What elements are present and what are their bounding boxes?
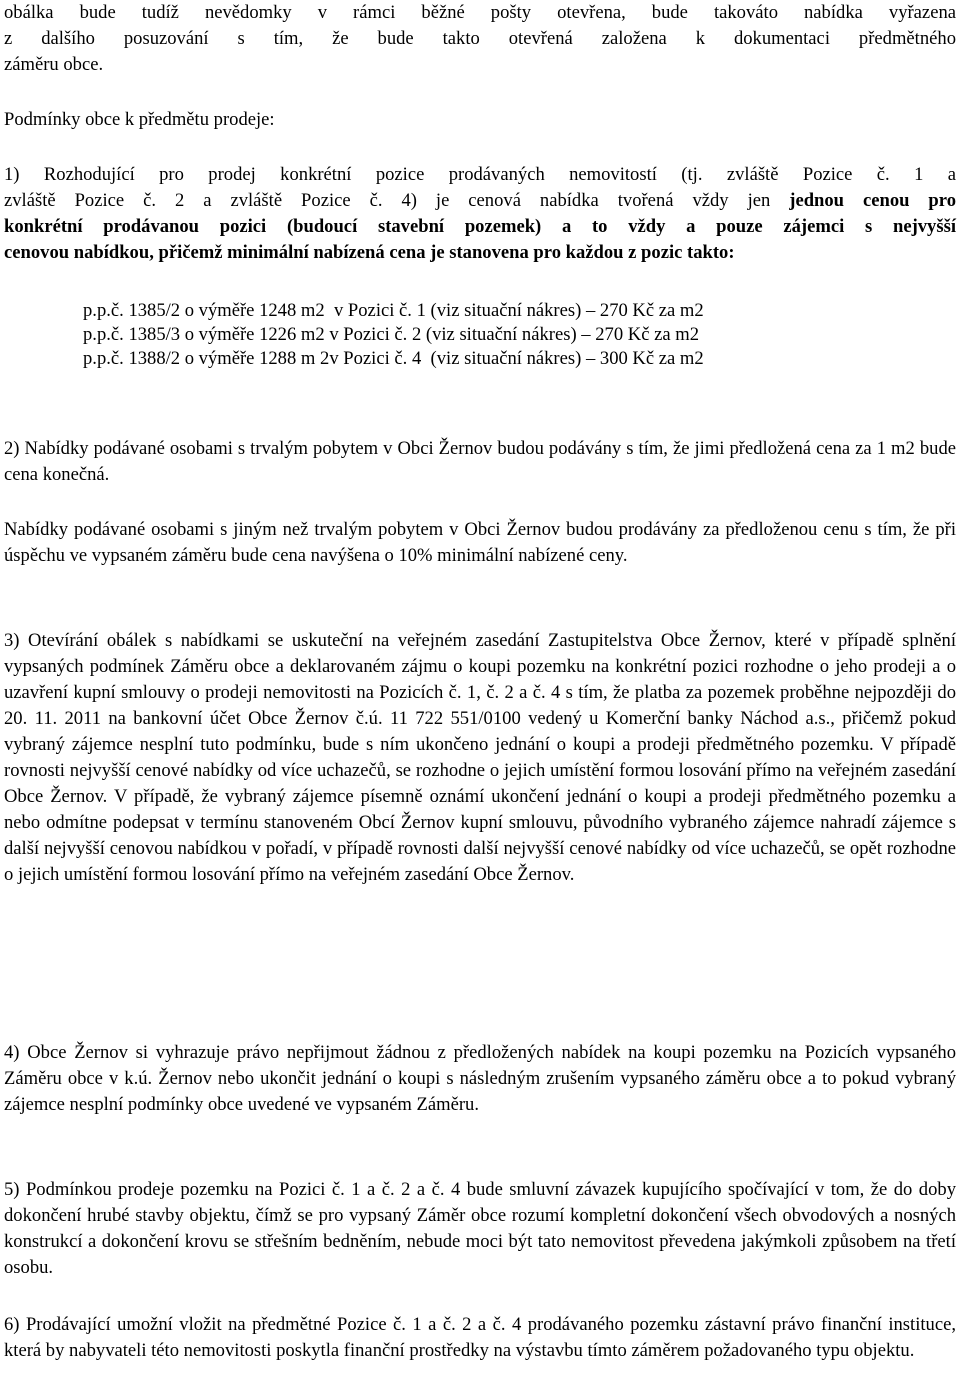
price-list — [83, 299, 704, 371]
intro-line-1: obálka bude tudíž nevědomky v rámci běžné pošty otevřena, bude takováto nabídka vyřazena — [4, 2, 956, 23]
section-1-line-1: 1) Rozhodující pro prodej konkrétní pozice prodávaných nemovitostí (tj. zvláště Pozice č. 1 a — [4, 164, 956, 185]
section-5: 5) Podmínkou prodeje pozemku na Pozici č. 1 a č. 2 a č. 4 bude smluvní závazek kupujícího spočívající v tom, že do doby dokončení hrubé stavby objektu, čímž se pro vypsaný Záměr obce rozumí kompletní dokončení všech obvodových a nosných konstrukcí a dokončení krovu se střešním bedněním, nebude moci být tato nemovitost převedena jakýmkoli způsobem na třetí osobu. — [4, 1179, 956, 1278]
section-6: 6) Prodávající umožní vložit na předmětné Pozice č. 1 a č. 2 a č. 4 prodávaného pozemku zástavní právo finanční instituce, která by nabyvateli této nemovitosti poskytla finanční prostředky na výstavbu tímto záměrem požadovaného typu objektu. — [4, 1314, 956, 1361]
section-1 — [4, 162, 956, 266]
section-2b: Nabídky podávané osobami s jiným než trvalým pobytem v Obci Žernov budou prodávány za předloženou cenu s tím, že při úspěchu ve vypsaném záměru bude cena navýšena o 10% minimální nabízené ceny. — [4, 519, 956, 566]
price-item: p.p.č. 1385/2 o výměře 1248 m2 v Pozici č. 1 (viz situační nákres) – 270 Kč za m2 — [83, 300, 704, 321]
section-1-line-2-normal: zvláště Pozice č. 2 a zvláště Pozice č. 4) je cenová nabídka tvořená vždy jen — [4, 190, 790, 211]
section-2: 2) Nabídky podávané osobami s trvalým pobytem v Obci Žernov budou podávány s tím, že jimi předložená cena za 1 m2 bude cena konečná. — [4, 438, 956, 485]
intro-paragraph — [4, 0, 956, 78]
section-4: 4) Obce Žernov si vyhrazuje právo nepřijmout žádnou z předložených nabídek na koupi pozemku na Pozicích vypsaného Záměru obce v k.ú. Žernov nebo ukončit jednání o koupi s následným zrušením vypsaného záměru obce a to pokud vybraný zájemce nesplní podmínky obce uvedené ve vypsaném Záměru. — [4, 1042, 956, 1115]
conditions-title: Podmínky obce k předmětu prodeje: — [4, 109, 275, 130]
price-item: p.p.č. 1388/2 o výměře 1288 m 2v Pozici č. 4 (viz situační nákres) – 300 Kč za m2 — [83, 348, 704, 369]
section-1-line-4-bold: cenovou nabídkou, přičemž minimální nabízená cena je stanovena pro každou z pozic takto: — [4, 242, 735, 263]
section-1-line-2 — [4, 188, 956, 214]
section-1-line-2-bold: jednou cenou pro — [789, 190, 956, 211]
intro-line-2: z dalšího posuzování s tím, že bude takto otevřená založena k dokumentaci předmětného — [4, 28, 956, 49]
intro-line-3: záměru obce. — [4, 54, 104, 75]
section-1-line-3-bold: konkrétní prodávanou pozici (budoucí stavební pozemek) a to vždy a pouze zájemci s nejvyšší — [4, 216, 956, 237]
section-3: 3) Otevírání obálek s nabídkami se uskuteční na veřejném zasedání Zastupitelstva Obce Žernov, které v případě splnění vypsaných podmínek Záměru obce a deklarovaném zájmu o koupi pozemku na konkrétní pozici rozhodne o jeho prodeji a o uzavření kupní smlouvy o prodeji nemovitosti na Pozicích č. 1, č. 2 a č. 4 s tím, že platba za pozemek proběhne nejpozději do 20. 11. 2011 na bankovní účet Obce Žernov č.ú. 11 722 551/0100 vedený u Komerční banky Náchod a.s., přičemž pokud vybraný zájemce nesplní tuto podmínku, bude s ním ukončeno jednání o koupi a prodeji předmětného pozemku. V případě rovnosti nejvyšší cenové nabídky od více uchazečů, se rozhodne o jejich umístění formou losování přímo na veřejném zasedání Obce Žernov. V případě, že vybraný zájemce písemně oznámí ukončení jednání o koupi a prodeji předmětného pozemku a nebo odmítne podepsat v termínu stanoveném Obcí Žernov kupní smlouvu, původního vybraného zájemce nahradí zájemce s další nejvyšší cenovou nabídkou v pořadí, v případě rovnosti další nejvyšší cenové nabídky od více uchazečů, se opět rozhodne o jejich umístění formou losování přímo na veřejném zasedání Obce Žernov. — [4, 630, 956, 885]
price-item: p.p.č. 1385/3 o výměře 1226 m2 v Pozici č. 2 (viz situační nákres) – 270 Kč za m2 — [83, 324, 700, 345]
